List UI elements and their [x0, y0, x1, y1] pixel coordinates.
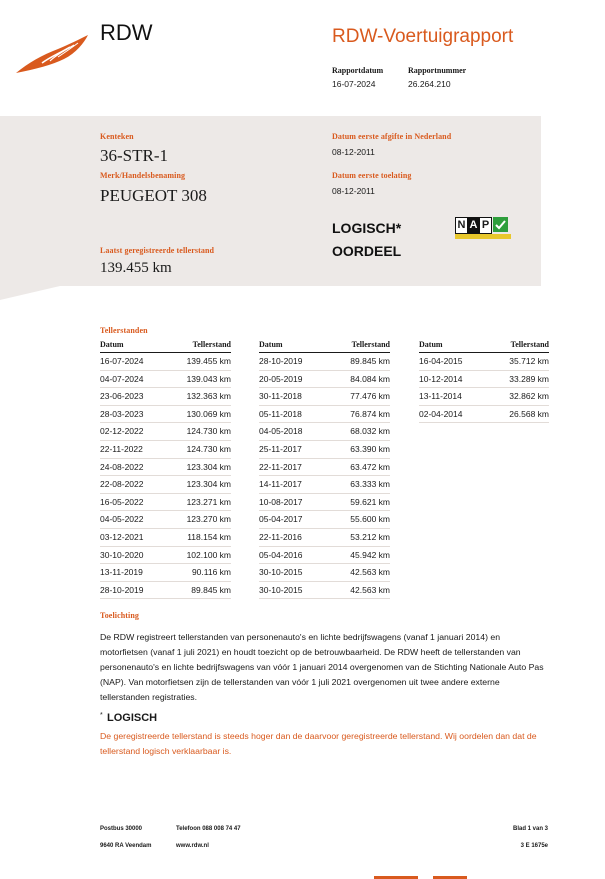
row-date: 20-05-2019 — [259, 373, 303, 384]
table-row — [419, 388, 549, 406]
report-number-value: 26.264.210 — [408, 79, 451, 89]
toelichting-title: Toelichting — [100, 611, 140, 620]
table-row — [100, 529, 231, 547]
row-date: 30-11-2018 — [259, 391, 302, 402]
row-odometer: 84.084 km — [350, 373, 390, 384]
row-odometer: 130.069 km — [186, 408, 231, 419]
row-odometer: 123.304 km — [186, 479, 231, 490]
table-row — [100, 388, 231, 406]
row-odometer: 63.333 km — [350, 479, 390, 490]
table-row — [419, 371, 549, 389]
row-odometer: 68.032 km — [350, 426, 390, 437]
row-odometer: 59.621 km — [350, 496, 390, 507]
checkmark-icon — [493, 217, 508, 232]
row-odometer: 123.270 km — [186, 514, 231, 525]
footer-document-code: 3 E 1675e — [520, 843, 548, 849]
table-row — [100, 494, 231, 512]
table-row — [100, 406, 231, 424]
row-date: 22-11-2017 — [259, 461, 302, 472]
table-row — [259, 441, 390, 459]
table-row — [259, 582, 390, 600]
row-date: 05-11-2018 — [259, 408, 302, 419]
table-row — [100, 476, 231, 494]
row-date: 25-11-2017 — [259, 443, 302, 454]
row-date: 22-11-2016 — [259, 531, 302, 542]
table-row — [100, 564, 231, 582]
table-row — [259, 459, 390, 477]
row-odometer: 76.874 km — [350, 408, 390, 419]
row-date: 22-08-2022 — [100, 479, 144, 490]
table-header — [419, 340, 549, 353]
nap-letter-p: P — [479, 217, 492, 234]
nap-underline — [455, 234, 511, 239]
row-date: 24-08-2022 — [100, 461, 144, 472]
row-odometer: 33.289 km — [509, 373, 549, 384]
table-header — [259, 340, 390, 353]
table-row — [259, 529, 390, 547]
nap-logo — [455, 217, 511, 239]
row-odometer: 90.116 km — [191, 567, 231, 578]
row-odometer: 77.476 km — [350, 391, 390, 402]
row-date: 03-12-2021 — [100, 531, 144, 542]
footer-page-number: Blad 1 van 3 — [512, 826, 548, 832]
row-date: 16-07-2024 — [100, 356, 144, 366]
table-row — [259, 406, 390, 424]
kenteken-value: 36-STR-1 — [100, 146, 168, 165]
row-date: 13-11-2014 — [419, 391, 462, 402]
tellerstanden-title: Tellerstanden — [100, 326, 148, 335]
first-admission-value: 08-12-2011 — [332, 186, 375, 196]
row-date: 05-04-2016 — [259, 549, 303, 560]
row-date: 04-05-2018 — [259, 426, 303, 437]
footer-website-link[interactable]: www.rdw.nl — [176, 843, 209, 849]
table-row — [419, 353, 549, 371]
header-datum: Datum — [259, 340, 283, 349]
row-odometer: 123.304 km — [186, 461, 231, 472]
row-date: 16-05-2022 — [100, 496, 144, 507]
report-date-label: Rapportdatum — [332, 66, 384, 75]
row-odometer: 89.845 km — [191, 584, 231, 595]
first-registration-nl-label: Datum eerste afgifte in Nederland — [332, 132, 452, 141]
table-row — [259, 388, 390, 406]
row-date: 04-07-2024 — [100, 373, 144, 384]
row-date: 13-11-2019 — [100, 567, 143, 578]
row-date: 10-12-2014 — [419, 373, 463, 384]
brand-name: RDW — [100, 20, 153, 45]
header-datum: Datum — [419, 340, 443, 349]
table-row — [100, 547, 231, 565]
table-row — [100, 371, 231, 389]
footer-phone: Telefoon 088 008 74 47 — [176, 826, 241, 832]
verdict-logisch: LOGISCH* — [332, 220, 402, 236]
report-title: RDW-Voertuigrapport — [332, 26, 514, 47]
row-odometer: 55.600 km — [350, 514, 390, 525]
vehicle-summary-panel — [0, 116, 541, 286]
row-date: 30-10-2020 — [100, 549, 144, 560]
row-date: 10-08-2017 — [259, 496, 303, 507]
row-odometer: 42.563 km — [350, 567, 390, 578]
row-date: 02-04-2014 — [419, 408, 463, 419]
row-date: 14-11-2017 — [259, 479, 302, 490]
kenteken-label: Kenteken — [100, 132, 134, 141]
row-date: 28-03-2023 — [100, 408, 144, 419]
row-date: 30-10-2015 — [259, 567, 303, 578]
first-admission-label: Datum eerste toelating — [332, 171, 412, 180]
table-row — [100, 353, 231, 371]
table-row — [259, 476, 390, 494]
nap-letter-n: N — [455, 217, 468, 234]
table-row — [259, 494, 390, 512]
logisch-explanation: De geregistreerde tellerstand is steeds hoger dan de daarvoor geregistreerde tellerstand. Wij oordelen dan dat de tellerstand logisch verklaarbaar is. — [100, 731, 537, 756]
row-odometer: 63.472 km — [350, 461, 390, 472]
logisch-asterisk: * — [100, 712, 103, 719]
footer-address: 9640 RA Veendam — [100, 843, 152, 849]
row-odometer: 53.212 km — [350, 531, 390, 542]
row-odometer: 35.712 km — [509, 356, 549, 366]
row-date: 28-10-2019 — [100, 584, 144, 595]
row-date: 02-12-2022 — [100, 426, 144, 437]
row-odometer: 139.455 km — [186, 356, 231, 366]
row-odometer: 124.730 km — [186, 426, 231, 437]
row-odometer: 63.390 km — [350, 443, 390, 454]
verdict-oordeel: OORDEEL — [332, 243, 402, 259]
header-tellerstand: Tellerstand — [351, 340, 390, 349]
row-odometer: 32.862 km — [509, 391, 549, 402]
table-row — [100, 423, 231, 441]
table-row — [100, 511, 231, 529]
table-row — [419, 406, 549, 424]
table-row — [259, 564, 390, 582]
odometer-table-column-3 — [419, 340, 549, 423]
row-date: 05-04-2017 — [259, 514, 303, 525]
last-odometer-value: 139.455 km — [100, 260, 172, 276]
row-date: 30-10-2015 — [259, 584, 303, 595]
row-odometer: 42.563 km — [350, 584, 390, 595]
toelichting-text: De RDW registreert tellerstanden van personenauto's en lichte bedrijfswagens (vanaf 1 januari 2014) en motorfietsen (vanaf 1 juli 2021) en houdt toezicht op de betrouwbaarheid. De RDW heeft de tellerstanden van personenauto's en lichte bedrijfswagens van vóór 1 januari 2014 overgenomen van de Stichting Nationale Auto Pas (NAP). Van motorfietsen zijn de tellerstanden van vóór 1 juli 2021 overgenomen uit twee andere externe tellerstanden registraties. — [100, 632, 544, 702]
row-date: 28-10-2019 — [259, 356, 303, 366]
footer-postbus: Postbus 30000 — [100, 826, 143, 832]
row-odometer: 45.942 km — [350, 549, 390, 560]
row-odometer: 123.271 km — [186, 496, 231, 507]
panel-corner-decoration — [0, 286, 60, 300]
first-registration-nl-value: 08-12-2011 — [332, 147, 375, 157]
row-odometer: 26.568 km — [509, 408, 549, 419]
table-row — [259, 353, 390, 371]
header-datum: Datum — [100, 340, 124, 349]
row-odometer: 124.730 km — [186, 443, 231, 454]
nap-letter-a: A — [467, 217, 480, 234]
report-date-value: 16-07-2024 — [332, 79, 376, 89]
row-date: 04-05-2022 — [100, 514, 144, 525]
rdw-logo-icon — [14, 33, 90, 75]
last-odometer-label: Laatst geregistreerde tellerstand — [100, 246, 215, 255]
merk-label: Merk/Handelsbenaming — [100, 171, 186, 180]
header-tellerstand: Tellerstand — [510, 340, 549, 349]
row-odometer: 89.845 km — [350, 356, 390, 366]
report-number-label: Rapportnummer — [408, 66, 467, 75]
row-odometer: 102.100 km — [186, 549, 231, 560]
odometer-table-column-2 — [259, 340, 390, 599]
header-tellerstand: Tellerstand — [192, 340, 231, 349]
row-date: 16-04-2015 — [419, 356, 463, 366]
logisch-heading: LOGISCH — [107, 712, 158, 724]
table-header — [100, 340, 231, 353]
table-row — [100, 582, 231, 600]
table-row — [100, 459, 231, 477]
odometer-table-column-1 — [100, 340, 231, 599]
table-row — [259, 371, 390, 389]
table-row — [100, 441, 231, 459]
row-odometer: 139.043 km — [186, 373, 231, 384]
table-row — [259, 547, 390, 565]
row-date: 23-06-2023 — [100, 391, 144, 402]
row-date: 22-11-2022 — [100, 443, 143, 454]
table-row — [259, 423, 390, 441]
merk-value: PEUGEOT 308 — [100, 186, 207, 205]
row-odometer: 118.154 km — [187, 531, 231, 542]
row-odometer: 132.363 km — [186, 391, 231, 402]
table-row — [259, 511, 390, 529]
